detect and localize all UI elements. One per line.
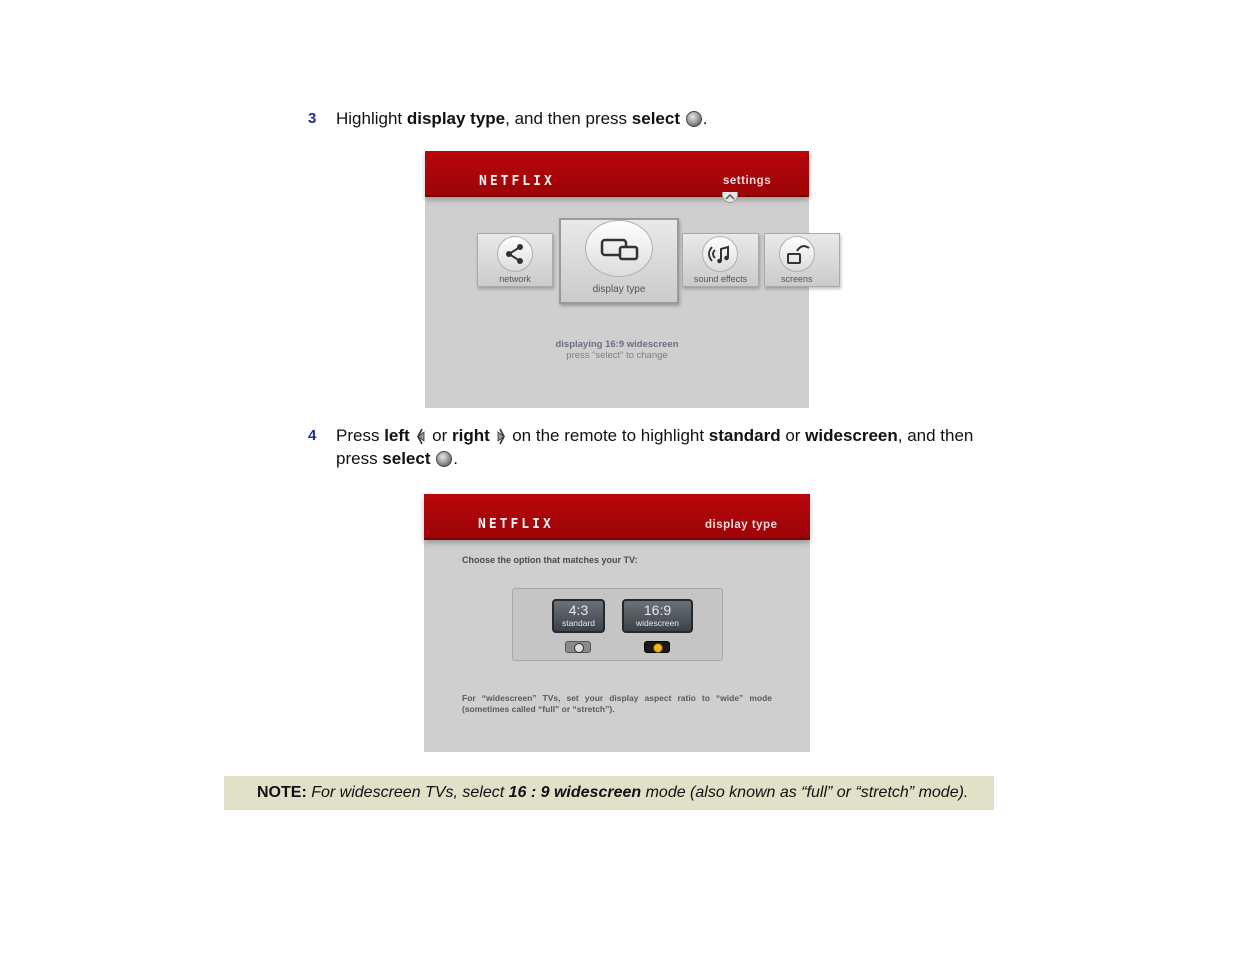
screensaver-icon bbox=[780, 237, 814, 271]
step-text: Press left or right on the remote to highlight standard or widescreen, and then press select . bbox=[336, 426, 974, 468]
option-standard[interactable]: 4:3 standard bbox=[552, 599, 605, 633]
step-number: 4 bbox=[308, 427, 317, 444]
netflix-logo: NETFLIX bbox=[479, 174, 555, 189]
netflix-header-bar bbox=[424, 494, 810, 540]
left-arrow-button-icon bbox=[416, 428, 425, 445]
tile-label: screens bbox=[781, 274, 813, 284]
netflix-header-bar bbox=[425, 151, 809, 197]
share-icon bbox=[498, 237, 532, 271]
step-4 bbox=[308, 424, 1008, 472]
netflix-logo: NETFLIX bbox=[478, 517, 554, 532]
display-type-screenshot bbox=[424, 494, 810, 752]
step-3 bbox=[308, 107, 1008, 131]
chevron-up-icon bbox=[722, 192, 738, 203]
right-arrow-button-icon bbox=[497, 428, 506, 445]
select-button-icon bbox=[436, 451, 452, 467]
tile-display-type[interactable] bbox=[559, 218, 679, 304]
display-hint: press “select” to change bbox=[566, 350, 668, 361]
option-widescreen[interactable]: 16:9 widescreen bbox=[622, 599, 693, 633]
aspect-options bbox=[512, 588, 723, 661]
radio-widescreen[interactable] bbox=[644, 641, 670, 653]
settings-screenshot bbox=[425, 151, 813, 408]
radio-dot-icon bbox=[574, 643, 584, 653]
tile-screensaver[interactable] bbox=[764, 233, 840, 287]
display-status: displaying 16:9 widescreen bbox=[555, 339, 679, 350]
tile-label: network bbox=[499, 274, 531, 284]
step-number: 3 bbox=[308, 110, 317, 127]
display-screens-icon bbox=[586, 221, 652, 276]
radio-standard[interactable] bbox=[565, 641, 591, 653]
select-button-icon bbox=[686, 111, 702, 127]
radio-dot-selected-icon bbox=[653, 643, 663, 653]
screen-title: settings bbox=[723, 175, 772, 187]
step-text: Highlight display type, and then press select . bbox=[336, 109, 708, 128]
choose-prompt: Choose the option that matches your TV: bbox=[462, 555, 638, 565]
widescreen-footnote: For “widescreen” TVs, set your display aspect ratio to “wide” mode (sometimes called “full” or “stretch”). bbox=[462, 693, 772, 714]
tile-label: display type bbox=[592, 284, 646, 295]
tile-label: sound effects bbox=[693, 274, 748, 284]
note-label: NOTE: bbox=[257, 784, 307, 801]
screen-title: display type bbox=[705, 519, 778, 531]
sound-note-icon bbox=[703, 237, 737, 271]
note-box: NOTE: For widescreen TVs, select 16 : 9 widescreen mode (also known as “full” or “stretch” mode). bbox=[224, 776, 994, 810]
tile-network[interactable] bbox=[477, 233, 553, 287]
tile-sound-effects[interactable] bbox=[682, 233, 759, 287]
